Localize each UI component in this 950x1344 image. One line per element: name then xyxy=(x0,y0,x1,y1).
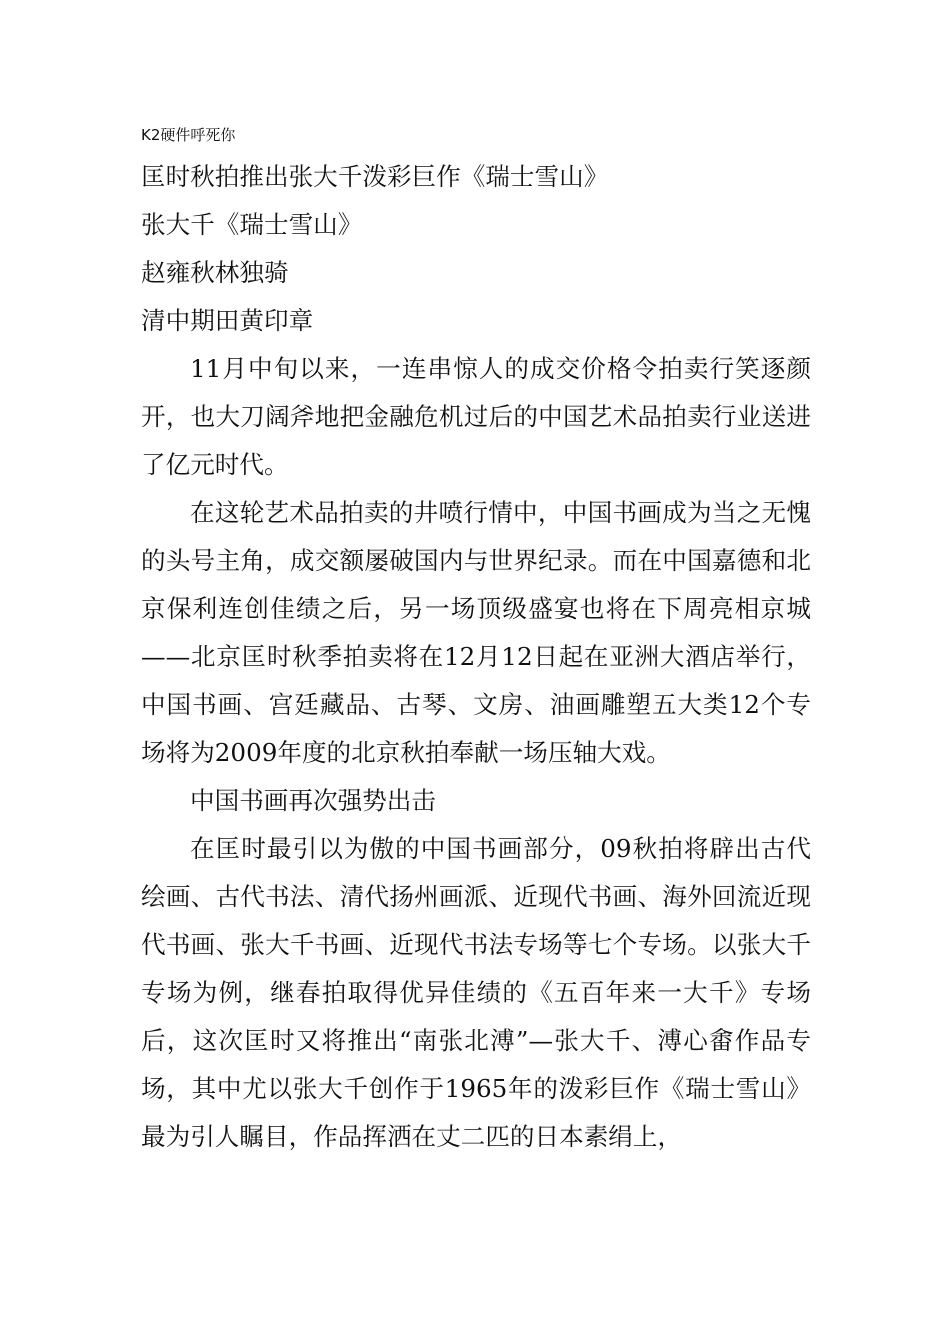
title-caption-zhao-yong: 赵雍秋林独骑 xyxy=(141,258,289,287)
paragraph-intro: 11月中旬以来，一连串惊人的成交价格令拍卖行笑逐颜开，也大刀阔斧地把金融危机过后的中国艺术品拍卖行业送进了亿元时代。 xyxy=(141,354,811,479)
title-caption-painting: 张大千《瑞士雪山》 xyxy=(141,210,363,239)
title-main: 匡时秋拍推出张大千泼彩巨作《瑞士雪山》 xyxy=(141,162,609,191)
paragraph-market: 在这轮艺术品拍卖的井喷行情中，中国书画成为当之无愧的头号主角，成交额屡破国内与世界纪录。而在中国嘉德和北京保利连创佳绩之后，另一场顶级盛宴也将在下周亮相京城——北京匡时秋季拍卖将在12月12日起在亚洲大酒店举行，中国书画、宫廷藏品、古琴、文房、油画雕塑五大类12个专场将为2009年度的北京秋拍奉献一场压轴大戏。 xyxy=(141,498,811,767)
section-heading: 中国书画再次强势出击 xyxy=(190,786,436,815)
document-body xyxy=(141,153,811,1161)
paragraph-painting-section: 在匡时最引以为傲的中国书画部分，09秋拍将辟出古代绘画、古代书法、清代扬州画派、近现代书画、海外回流近现代书画、张大千书画、近现代书法专场等七个专场。以张大千专场为例，继春拍取得优异佳绩的《五百年来一大千》专场后，这次匡时又将推出“南张北溥”—张大千、溥心畬作品专场，其中尤以张大千创作于1965年的泼彩巨作《瑞士雪山》最为引人瞩目，作品挥洒在丈二匹的日本素绢上， xyxy=(141,834,811,1151)
title-caption-seal: 清中期田黄印章 xyxy=(141,306,314,335)
header-label: K2硬件呼死你 xyxy=(141,126,236,144)
